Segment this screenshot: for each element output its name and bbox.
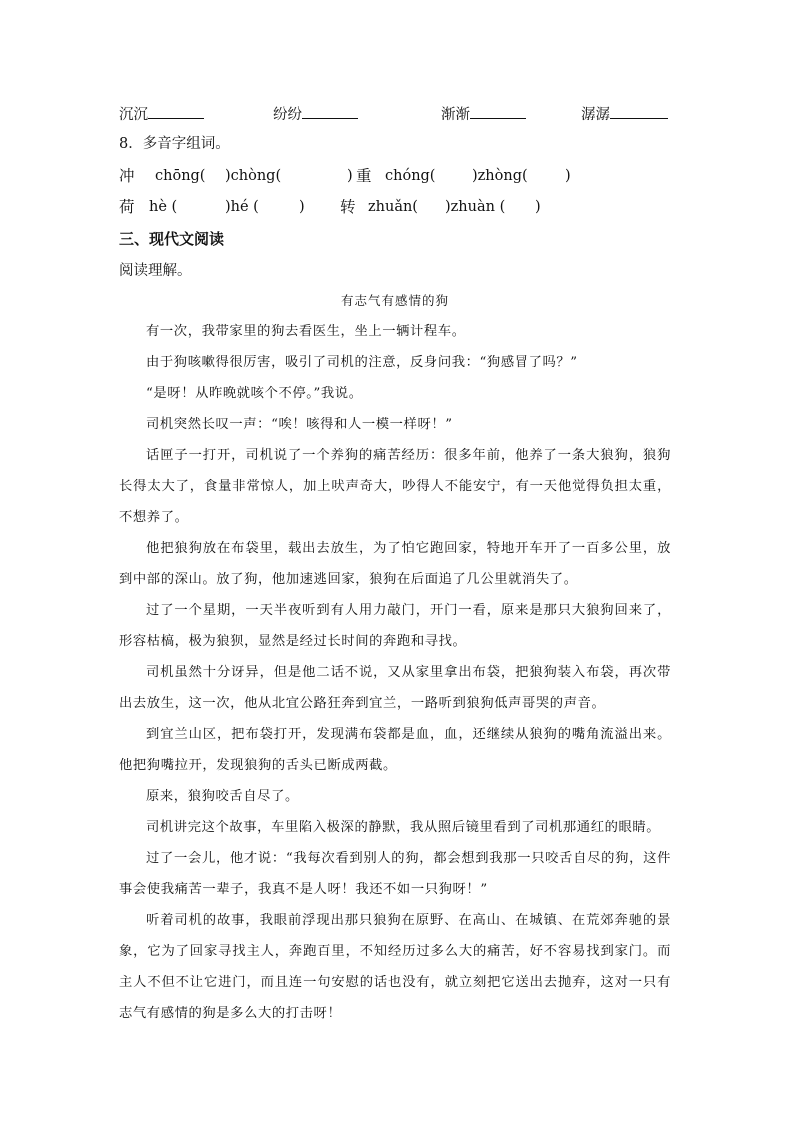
pinyin-label: chóng( (385, 168, 436, 184)
section-heading: 三、现代文阅读 (119, 230, 225, 248)
answer-blank[interactable] (610, 104, 668, 119)
polyphone-char: 重 (356, 167, 372, 185)
pinyin-label: ) (535, 199, 541, 215)
story-paragraph: 过了一个星期，一天半夜听到有人用力敲门，开门一看，原来是那只大狼狗回来了，形容枯槁，极为狼狈，显然是经过长时间的奔跑和寻找。 (119, 603, 671, 649)
story-paragraph: 司机突然长叹一声：“唉！咳得和人一模一样呀！” (146, 417, 453, 432)
story-paragraph: 司机虽然十分讶异，但是他二话不说，又从家里拿出布袋，把狼狗装入布袋，再次带出去放生，这一次，他从北宜公路狂奔到宜兰，一路听到狼狗低声哥哭的声音。 (119, 665, 671, 711)
blank-item (441, 104, 526, 124)
answer-blank[interactable] (148, 104, 204, 119)
pinyin-label: )chòng( (225, 168, 282, 184)
story-paragraph: 有一次，我带家里的狗去看医生，坐上一辆计程车。 (146, 324, 466, 339)
story-paragraph: “是呀！从昨晚就咳个不停。”我说。 (146, 386, 363, 401)
pinyin-label: hè ( (149, 199, 178, 215)
story-paragraph: 到宜兰山区，把布袋打开，发现满布袋都是血，血，还继续从狼狗的嘴角流溢出来。他把狗嘴拉开，发现狼狗的舌头已断成两截。 (119, 727, 671, 773)
question-8-title: 8．多音字组词。 (119, 136, 230, 152)
pinyin-label: )zhòng( (472, 168, 528, 184)
pinyin-label: ) (347, 168, 353, 184)
pinyin-label: )hé ( (225, 199, 259, 215)
story-paragraph: 话匣子一打开，司机说了一个养狗的痛苦经历：很多年前，他养了一条大狼狗，狼狗长得太大了，食量非常惊人，加上吠声奇大，吵得人不能安宁，有一天他觉得负担太重，不想养了。 (119, 448, 671, 525)
pinyin-label: ) (565, 168, 571, 184)
story-paragraph: 司机讲完这个故事，车里陷入极深的静默，我从照后镜里看到了司机那通红的眼睛。 (146, 820, 661, 835)
story-paragraph: 过了一会儿，他才说：“我每次看到别人的狗，都会想到我那一只咬舌自尽的狗，这件事会使我痛苦一辈子，我真不是人呀！我还不如一只狗呀！” (119, 851, 671, 897)
answer-blank[interactable] (470, 104, 526, 119)
pinyin-label: chōng( (155, 168, 206, 184)
story-paragraph: 由于狗咳嗽得很厉害，吸引了司机的注意，反身问我：“狗感冒了吗？” (146, 355, 578, 370)
blank-word: 纷纷 (273, 107, 302, 123)
story-title: 有志气有感情的狗 (340, 293, 449, 308)
story-paragraph: 听着司机的故事，我眼前浮现出那只狼狗在原野、在高山、在城镇、在荒郊奔驰的景象，它为了回家寻找主人，奔跑百里，不知经历过多么大的痛苦，好不容易找到家门。而主人不但不让它进门，而且连一句安慰的话也没有，就立刻把它送出去抛弃，这对一只有志气有感情的狗是多么大的打击呀！ (119, 913, 671, 1021)
polyphone-char: 转 (340, 198, 356, 216)
story-paragraph: 他把狼狗放在布袋里，载出去放生，为了怕它跑回家，特地开车开了一百多公里，放到中部的深山。放了狗，他加速逃回家，狼狗在后面追了几公里就消失了。 (119, 541, 671, 587)
pinyin-label: )zhuàn ( (445, 199, 506, 215)
pinyin-label: ) (299, 199, 305, 215)
blank-word: 沉沉 (119, 107, 148, 123)
blank-item (273, 104, 358, 124)
story-paragraph: 原来，狼狗咬舌自尽了。 (146, 789, 299, 804)
pinyin-label: zhuǎn( (368, 199, 418, 215)
answer-blank[interactable] (302, 104, 358, 119)
blank-word: 渐渐 (441, 107, 470, 123)
blank-item (581, 104, 668, 124)
blank-word: 潺潺 (581, 107, 610, 123)
polyphone-char: 荷 (119, 198, 135, 216)
polyphone-char: 冲 (119, 167, 135, 185)
reading-instruction: 阅读理解。 (119, 263, 192, 279)
blank-item (119, 104, 204, 124)
